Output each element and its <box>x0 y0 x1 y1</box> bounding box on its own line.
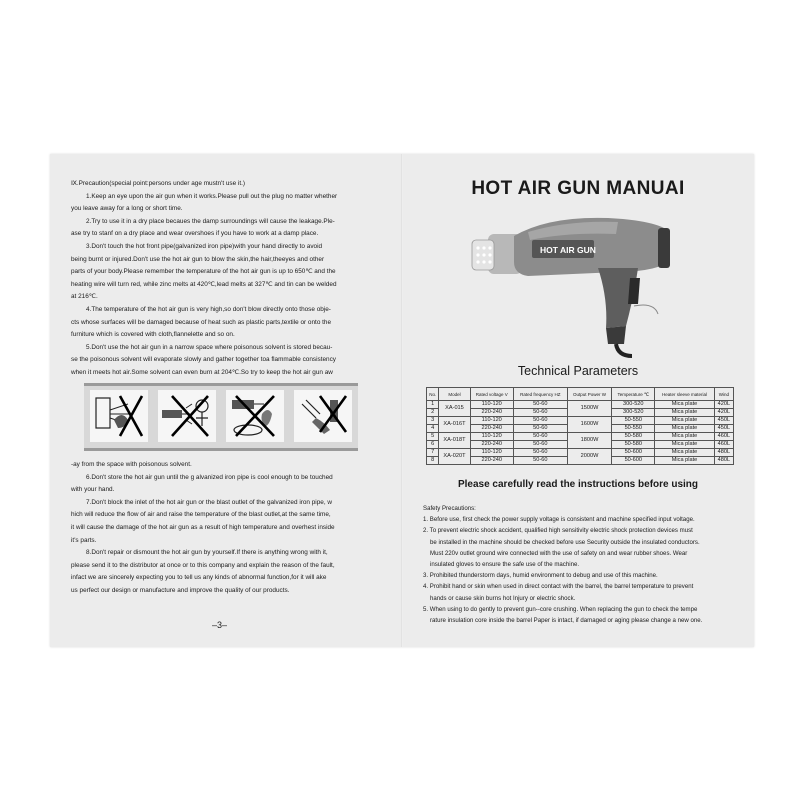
cell: 8 <box>427 457 439 465</box>
precaution-text-top <box>71 178 376 380</box>
cell: 110-120 <box>470 433 513 441</box>
table-row <box>427 449 734 457</box>
text-line: it's parts. <box>71 536 97 544</box>
cell: 220-240 <box>470 425 513 433</box>
no-hand-touch-icon <box>90 390 148 442</box>
cell: 4 <box>427 425 439 433</box>
cell: 1 <box>427 401 439 409</box>
text-line: infact we are sincerely expecting you to tell us any kinds of abnormal function,for it will ake <box>71 574 327 582</box>
cell: 480L <box>714 449 733 457</box>
text-line: -ay from the space with poisonous solvent. <box>71 461 192 468</box>
cell: 50-600 <box>612 457 655 465</box>
cell: 50-60 <box>513 401 567 409</box>
safety-line: 5. When using to do gently to prevent gun--core crushing. When replacing the gun to check the tempe <box>423 605 698 613</box>
column-header: No. <box>427 388 439 401</box>
cell: 2000W <box>567 449 612 465</box>
cell: Mica plate <box>655 425 715 433</box>
cell: 220-240 <box>470 409 513 417</box>
text-line: being burnt or injured.Don't use the hot air gun to blow the skin,the hair,theeyes and other <box>71 255 325 263</box>
text-line: cts whose surfaces will be damaged because of heat such as plastic parts,textile or onto the <box>71 318 332 326</box>
technical-parameters-title: Technical Parameters <box>517 364 639 378</box>
text-line: 3.Don't touch the hot front pipe(galvanized iron pipe)with your hand directly to avoid <box>86 242 323 250</box>
text-line: 4.The temperature of the hot air gun is very high,so don't blow directly onto those obje- <box>86 305 331 313</box>
safety-lines <box>423 514 743 626</box>
cell: 50-60 <box>513 449 567 457</box>
cell: 460L <box>714 433 733 441</box>
text-line: when it meets hot air.Some solvent can even burn at 204℃.So try to keep the hot air gun aw <box>71 368 333 376</box>
cell: 50-550 <box>612 425 655 433</box>
safety-line: be installed in the machine should be checked before use Security outside the insulated conductors. <box>430 538 700 546</box>
text-line: 8.Don't repair or dismount the hot air gun by yourself.If there is anything wrong with it, <box>86 549 328 557</box>
text-line: 6.Don't store the hot air gun until the g alvanized iron pipe is cool enough to be touched <box>86 473 333 481</box>
column-header: Temperature ℃ <box>612 388 655 401</box>
text-line: us perfect our design or manufacture and improve the quality of our products. <box>71 586 290 594</box>
table-row <box>427 417 734 425</box>
safety-line: hands or cause skin burns hot Injury or electric shock. <box>430 594 576 602</box>
cell: 450L <box>714 425 733 433</box>
right-page <box>402 154 754 647</box>
column-header: Output Power W <box>567 388 612 401</box>
no-flammable-objects-icon <box>226 390 284 442</box>
manual-spread <box>50 154 754 647</box>
column-header: Wind <box>714 388 733 401</box>
column-header: Rated frequency HZ <box>513 388 567 401</box>
text-line: 2.Try to use it in a dry place becaues the damp surroundings will cause the leakage.Ple- <box>86 217 335 225</box>
text-line: at 216℃. <box>71 293 98 301</box>
no-blow-at-person-icon <box>158 390 216 442</box>
cell: Mica plate <box>655 433 715 441</box>
cell: 50-60 <box>513 417 567 425</box>
technical-parameters-table <box>426 387 734 465</box>
cell: Mica plate <box>655 409 715 417</box>
cell: Mica plate <box>655 417 715 425</box>
text-line: se the poisonous solvent will evaporate slowly and gather together toa flammable consistency <box>71 356 337 364</box>
cell: 1500W <box>567 401 612 417</box>
cell: 420L <box>714 409 733 417</box>
cell: 50-60 <box>513 433 567 441</box>
column-header: Rated voltage V <box>470 388 513 401</box>
cell: 460L <box>714 441 733 449</box>
cell: 1600W <box>567 417 612 433</box>
cell: 450L <box>714 417 733 425</box>
safety-line: 4. Prohibit hand or skin when used in direct contact with the barrel, the barrel temperature to prevent <box>423 583 694 591</box>
safety-line: Must 220v outlet ground wire connected with the use of safety on and wear rubber shoes. Wear <box>430 549 688 557</box>
text-line: 7.Don't block the inlet of the hot air gun or the blast outlet of the galvanized iron pipe, w <box>86 498 332 506</box>
text-line: furniture which is covered with cloth,flannelette and so on. <box>71 331 235 339</box>
cell: 6 <box>427 441 439 449</box>
warning-pictograms <box>84 383 358 451</box>
cell: 50-60 <box>513 441 567 449</box>
cell: 110-120 <box>470 449 513 457</box>
hot-air-gun-illustration <box>458 206 698 365</box>
cell: 1800W <box>567 433 612 449</box>
text-line: you leave away for a long or short time. <box>71 205 183 213</box>
safety-line: 3. Prohibited thunderstorm days, humid environment to debug and use of this machine. <box>423 572 658 580</box>
cell: 5 <box>427 433 439 441</box>
cell: 50-580 <box>612 441 655 449</box>
table-row <box>427 401 734 409</box>
cell: 300-520 <box>612 409 655 417</box>
cell: 50-550 <box>612 417 655 425</box>
cell: 420L <box>714 401 733 409</box>
cell: Mica plate <box>655 441 715 449</box>
cell: XA-020T <box>439 449 470 465</box>
precaution-heading: Ⅸ.Precaution(special point:persons under age mustn't use it.) <box>71 180 246 187</box>
page-number: –3– <box>212 620 228 630</box>
text-line: ase try to stanf on a dry place and wear overshoes if you have to work at a damp place. <box>71 230 319 238</box>
left-page <box>50 154 402 647</box>
column-header: Heater sleeve material <box>655 388 715 401</box>
text-line: 1.Keep an eye upon the air gun when it works.Please pull out the plug no matter whether <box>86 192 338 200</box>
cell: 300-520 <box>612 401 655 409</box>
cell: 50-60 <box>513 425 567 433</box>
cell: Mica plate <box>655 449 715 457</box>
cell: 3 <box>427 417 439 425</box>
text-line: hich will reduce the flow of air and raise the temperature of the blast outlet,at the same time, <box>71 511 331 519</box>
cell: 50-60 <box>513 457 567 465</box>
cell: 220-240 <box>470 457 513 465</box>
text-line: it will cause the damage of the hot air gun as a result of high temperature and overhest inside <box>71 523 335 531</box>
cell: 2 <box>427 409 439 417</box>
text-line: 5.Don't use the hot air gun in a narrow space where poisonous solvent is stored becau- <box>86 343 333 351</box>
safety-precautions <box>423 503 743 626</box>
safety-line: insulated gloves to ensure the safe use of the machine. <box>430 561 580 569</box>
text-line: parts of your body.Please remember the temperature of the hot air gun is up to 650℃ and the <box>71 268 336 276</box>
safety-line: rature insulation core inside the barrel Paper is intact, if damaged or aging please change a new one. <box>430 617 703 625</box>
cell: 50-60 <box>513 409 567 417</box>
table-header-row <box>427 388 734 401</box>
cell: Mica plate <box>655 457 715 465</box>
cell: XA-015 <box>439 401 470 417</box>
text-line: heating wire will turn red, while zinc melts at 420℃,lead melts at 327℃ and tin can be welded <box>71 280 337 288</box>
table-row <box>427 433 734 441</box>
cell: 110-120 <box>470 417 513 425</box>
safety-line: 1. Before use, first check the power supply voltage is consistent and machine specified input voltage. <box>423 516 695 524</box>
precaution-text-bottom <box>71 459 376 598</box>
cell: 480L <box>714 457 733 465</box>
cell: 7 <box>427 449 439 457</box>
cell: 110-120 <box>470 401 513 409</box>
manual-title: HOT AIR GUN MANUAI <box>471 178 685 199</box>
gun-label: HOT AIR GUN <box>540 245 596 255</box>
cell: 50-600 <box>612 449 655 457</box>
safety-line: 2. To prevent electric shock accident, qualified high sensitivity electric shock protection devices must <box>423 527 693 535</box>
cell: 50-580 <box>612 433 655 441</box>
text-line: with your hand. <box>71 486 115 494</box>
cell: XA-016T <box>439 417 470 433</box>
safety-title: Safety Precautions: <box>423 505 476 512</box>
cell: 220-240 <box>470 441 513 449</box>
column-header: Model <box>439 388 470 401</box>
cell: XA-018T <box>439 433 470 449</box>
cell: Mica plate <box>655 401 715 409</box>
text-line: please send it to the distributor at once or to this company and explain the reason of the fault, <box>71 561 335 569</box>
read-instructions-warning: Please carefully read the instructions before using <box>457 479 699 490</box>
no-hand-hold-nozzle-icon <box>294 390 352 442</box>
